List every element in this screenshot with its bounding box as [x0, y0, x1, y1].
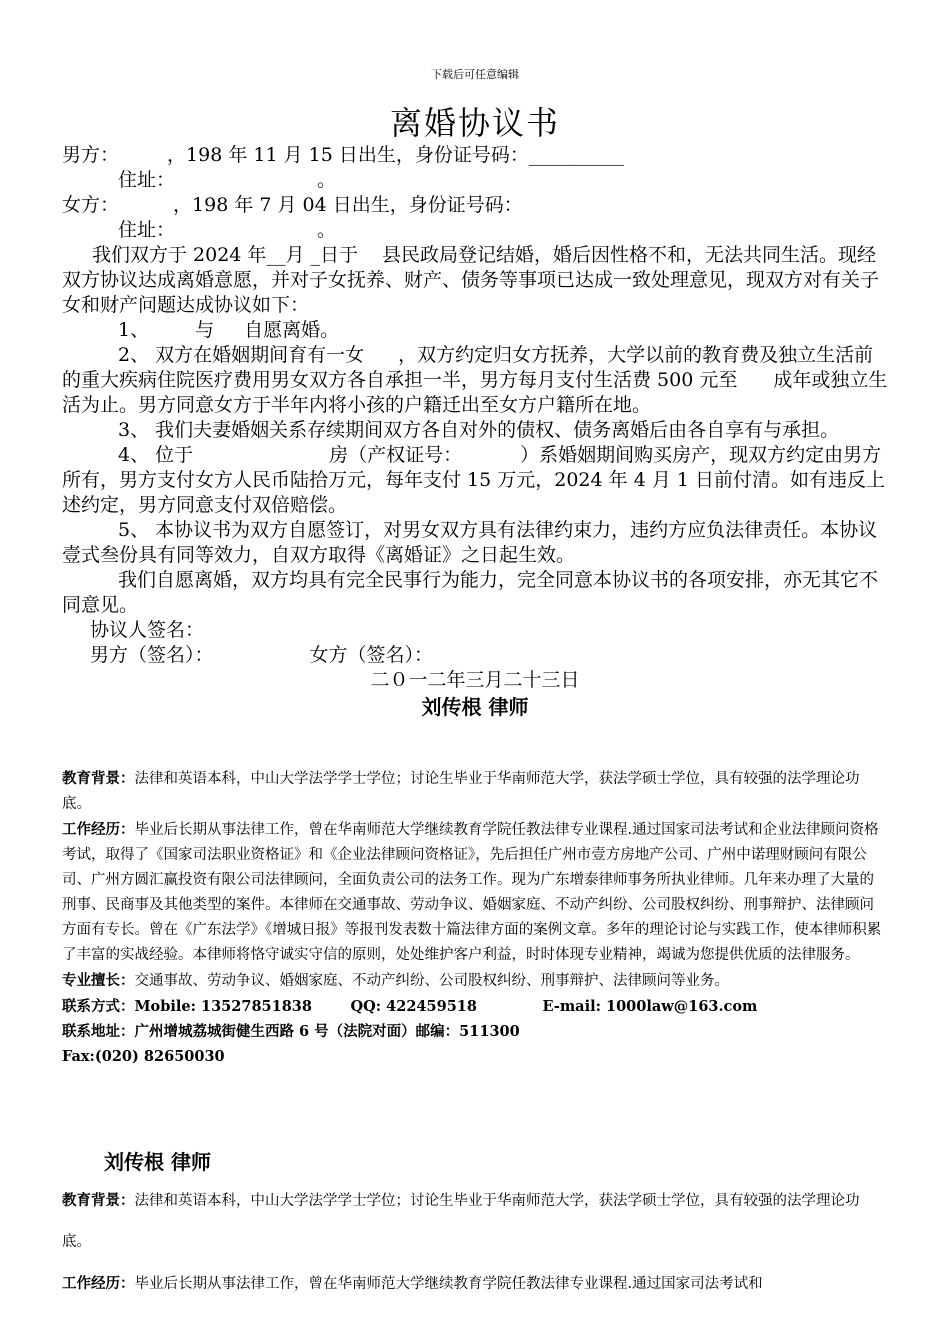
specialty: 专业擅长：交通事故、劳动争议、婚姻家庭、不动产纠纷、公司股权纠纷、刑事辩护、法律顾问等业务。: [62, 972, 729, 989]
education-background: 教育背景：法律和英语本科，中山大学法学学士学位；讨论生毕业于华南师范大学，获法学硕士学位，具有较强的法学理论功底。: [62, 770, 860, 812]
mobile-number: Mobile: 13527851838: [134, 998, 312, 1015]
work-experience: 工作经历：毕业后长期从事法律工作，曾在华南师范大学继续教育学院任教法律专业课程.通过国家司法考试和企业法律顾问资格考试，取得了《国家司法职业资格证》和《企业法律顾问资格证》，先后担任广州市壹方房地产公司、广州中诺理财顾问有限公司、广州方圆汇赢投资有限公司法律顾问，全面负责公司的法务工作。现为广东增泰律师事务所执业律师。几年来办理了大量的刑事、民商事及其他类型的案件。本律师在交通事故、劳动争议、婚姻家庭、不动产纠纷、公司股权纠纷、刑事辩护、法律顾问方面有专长。曾在《广东法学》《增城日报》等报刊发表数十篇法律方面的案例文章。多年的理论讨论与实践工作，使本律师积累了丰富的实战经验。本律师将恪守诚实守信的原则，处处维护客户利益，时时体现专业精神，竭诚为您提供优质的法律服务。: [62, 821, 882, 963]
clause-5: 5、 本协议书为双方自愿签订，对男女双方具有法律约束力，违约方应负法律责任。本协议壹式叁份具有同等效力，自双方取得《离婚证》之日起生效。: [62, 519, 878, 566]
clause-4: 4、 位于 房（产权证号： ）系婚姻期间购买房产，现双方约定由男方所有，男方支付女方人民币陆拾万元，每年支付 15 万元，2024 年 4 月 1 日前付清。如有违反上述约定，男方同意支付双倍赔偿。: [62, 444, 885, 516]
clause-2: 2、 双方在婚姻期间育有一女 ，双方约定归女方抚养，大学以前的教育费及独立生活前的重大疾病住院医疗费用男女双方各自承担一半，男方每月支付生活费 500 元至 成年或独立生活为止。男方同意女方于半年内将小孩的户籍迁出至女方户籍所在地。: [62, 344, 888, 416]
work-experience-repeat: 工作经历：毕业后长期从事法律工作，曾在华南师范大学继续教育学院任教法律专业课程.通过国家司法考试和: [62, 1275, 763, 1292]
signature-line: [62, 643, 888, 668]
header-note: 下载后可任意编辑: [431, 68, 519, 81]
male-info-line: 男方： ，198 年 11 月 15 日出生，身份证号码：__________: [62, 144, 624, 166]
contact-address: 联系地址：广州增城荔城街健生西路 6 号（法院对面）邮编：511300: [62, 1023, 520, 1040]
contact-info: 联系方式：Mobile: 13527851838 QQ: 422459518 E-mail: 1000law@163.com: [62, 994, 888, 1019]
fax-number: Fax:(020) 82650030: [62, 1048, 225, 1065]
female-signature-label: 女方（签名）：: [309, 644, 434, 666]
email-address: E-mail: 1000law@163.com: [542, 998, 758, 1015]
lawyer-name: 刘传根 律师: [421, 695, 529, 719]
intro-paragraph: 我们双方于 2024 年__月 _日于 县民政局登记结婚，婚后因性格不和，无法共同生活。现经双方协议达成离婚意愿，并对子女抚养、财产、债务等事项已达成一致处理意见，现双方对有关子女和财产问题达成协议如下：: [62, 244, 880, 316]
female-address-line: 住址： 。: [118, 219, 337, 241]
closing-statement: 我们自愿离婚，双方均具有完全民事行为能力，完全同意本协议书的各项安排，亦无其它不同意见。: [62, 569, 879, 616]
female-info-line: 女方： ，198 年 7 月 04 日出生，身份证号码：: [62, 194, 523, 216]
lawyer-profile: [62, 766, 888, 1069]
agreement-body: [62, 143, 888, 720]
male-signature-label: 男方（签名）：: [90, 644, 214, 666]
clause-1: 1、 与 自愿离婚。: [118, 319, 340, 341]
signatories-label: 协议人签名：: [90, 619, 205, 641]
education-background-repeat: 教育背景：法律和英语本科，中山大学法学学士学位；讨论生毕业于华南师范大学，获法学硕士学位，具有较强的法学理论功底。: [62, 1192, 860, 1250]
lawyer-profile-repeat: [62, 1180, 888, 1305]
page-title: 离婚协议书: [389, 104, 560, 142]
qq-number: QQ: 422459518: [350, 998, 477, 1015]
male-address-line: 住址： 。: [118, 169, 337, 191]
lawyer-name-repeat: 刘传根 律师: [104, 1150, 211, 1174]
clause-3: 3、 我们夫妻婚姻关系存续期间双方各自对外的债权、债务离婚后由各自享有与承担。: [118, 419, 840, 441]
agreement-date: 二０一二年三月二十三日: [370, 669, 580, 691]
